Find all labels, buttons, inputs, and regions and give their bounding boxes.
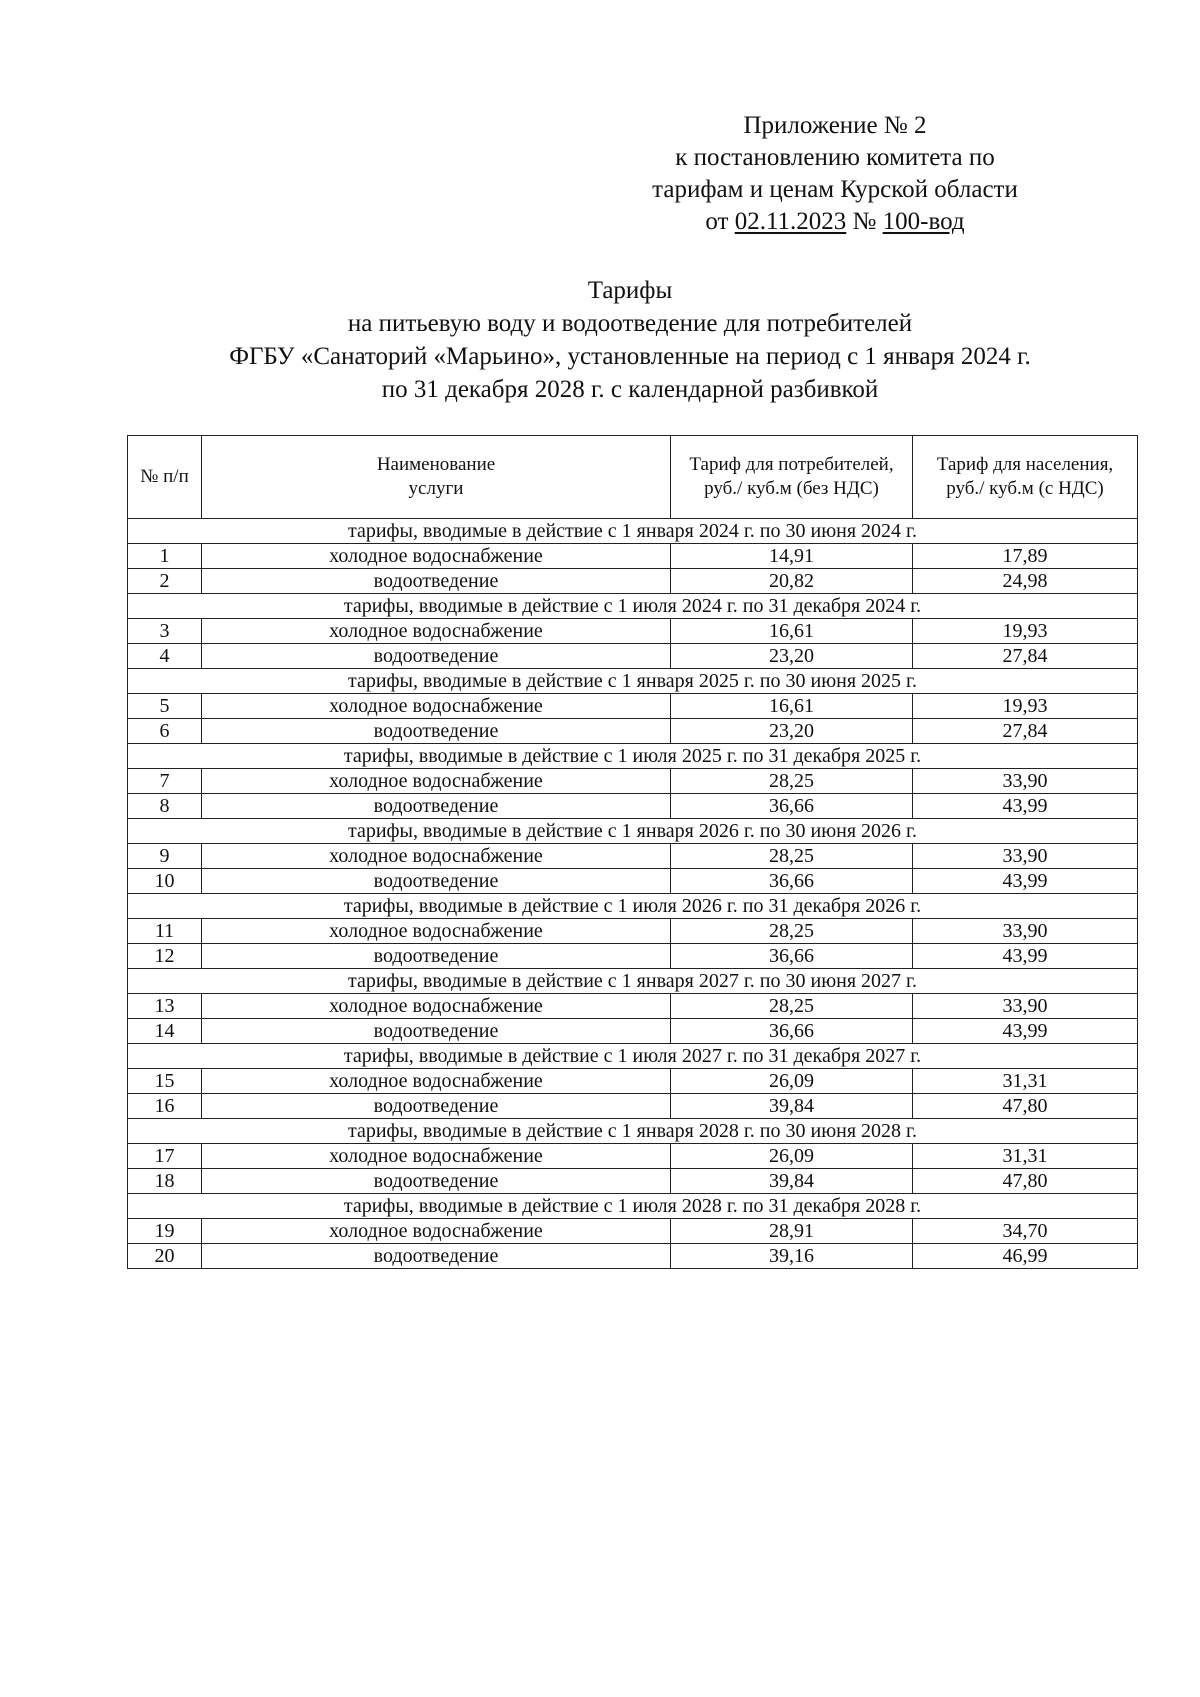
table-row — [128, 719, 1138, 744]
table-row — [128, 919, 1138, 944]
annex-number-sign: № — [852, 208, 877, 235]
row-tariff-population: 47,80 — [913, 1169, 1138, 1194]
annex-number: 100-вод — [882, 208, 965, 235]
table-row — [128, 944, 1138, 969]
row-tariff-consumers: 39,84 — [671, 1169, 913, 1194]
period-row — [128, 594, 1138, 619]
table-row — [128, 994, 1138, 1019]
row-tariff-consumers: 20,82 — [671, 569, 913, 594]
period-row — [128, 1044, 1138, 1069]
annex-date: 02.11.2023 — [734, 208, 847, 235]
period-row — [128, 744, 1138, 769]
tariff-table — [127, 435, 1138, 1269]
annex-header — [560, 110, 1110, 238]
row-tariff-population: 46,99 — [913, 1244, 1138, 1269]
row-num: 5 — [128, 694, 202, 719]
row-tariff-population: 43,99 — [913, 794, 1138, 819]
row-tariff-consumers: 16,61 — [671, 694, 913, 719]
table-row — [128, 569, 1138, 594]
row-num: 8 — [128, 794, 202, 819]
row-service-name: холодное водоснабжение — [202, 844, 671, 869]
table-row — [128, 1219, 1138, 1244]
row-num: 7 — [128, 769, 202, 794]
row-tariff-consumers: 26,09 — [671, 1144, 913, 1169]
annex-line-3: тарифам и ценам Курской области — [652, 176, 1018, 203]
header-tariff-consumers: Тариф для потребителей, руб./ куб.м (без НДС) — [671, 436, 913, 519]
header-tariff-population: Тариф для населения, руб./ куб.м (с НДС) — [913, 436, 1138, 519]
row-service-name: холодное водоснабжение — [202, 1069, 671, 1094]
row-tariff-population: 43,99 — [913, 944, 1138, 969]
row-tariff-population: 24,98 — [913, 569, 1138, 594]
row-tariff-population: 17,89 — [913, 544, 1138, 569]
row-tariff-population: 31,31 — [913, 1144, 1138, 1169]
annex-date-line — [560, 206, 1110, 238]
period-label: тарифы, вводимые в действие с 1 января 2025 г. по 30 июня 2025 г. — [128, 669, 1138, 694]
row-service-name: водоотведение — [202, 1244, 671, 1269]
row-tariff-consumers: 28,25 — [671, 919, 913, 944]
table-row — [128, 1069, 1138, 1094]
title-line-3: ФГБУ «Санаторий «Марьино», установленные на период с 1 января 2024 г. — [229, 343, 1031, 370]
period-label: тарифы, вводимые в действие с 1 июля 2028 г. по 31 декабря 2028 г. — [128, 1194, 1138, 1219]
row-service-name: холодное водоснабжение — [202, 1144, 671, 1169]
table-row — [128, 1019, 1138, 1044]
row-service-name: холодное водоснабжение — [202, 619, 671, 644]
row-num: 12 — [128, 944, 202, 969]
row-service-name: холодное водоснабжение — [202, 544, 671, 569]
row-num: 16 — [128, 1094, 202, 1119]
period-label: тарифы, вводимые в действие с 1 января 2028 г. по 30 июня 2028 г. — [128, 1119, 1138, 1144]
row-num: 20 — [128, 1244, 202, 1269]
row-service-name: водоотведение — [202, 869, 671, 894]
row-num: 2 — [128, 569, 202, 594]
period-label: тарифы, вводимые в действие с 1 июля 2024 г. по 31 декабря 2024 г. — [128, 594, 1138, 619]
row-num: 18 — [128, 1169, 202, 1194]
header-name: Наименование услуги — [202, 436, 671, 519]
row-num: 19 — [128, 1219, 202, 1244]
period-row — [128, 819, 1138, 844]
row-tariff-population: 31,31 — [913, 1069, 1138, 1094]
row-tariff-consumers: 39,16 — [671, 1244, 913, 1269]
row-tariff-population: 43,99 — [913, 1019, 1138, 1044]
table-row — [128, 544, 1138, 569]
table-row — [128, 869, 1138, 894]
row-num: 10 — [128, 869, 202, 894]
table-row — [128, 619, 1138, 644]
row-tariff-consumers: 26,09 — [671, 1069, 913, 1094]
row-service-name: водоотведение — [202, 1019, 671, 1044]
table-row — [128, 794, 1138, 819]
row-tariff-population: 33,90 — [913, 919, 1138, 944]
row-num: 17 — [128, 1144, 202, 1169]
row-tariff-population: 33,90 — [913, 844, 1138, 869]
row-tariff-consumers: 28,25 — [671, 769, 913, 794]
title-line-1: Тарифы — [587, 277, 673, 304]
row-num: 11 — [128, 919, 202, 944]
row-service-name: холодное водоснабжение — [202, 1219, 671, 1244]
row-tariff-population: 27,84 — [913, 719, 1138, 744]
row-tariff-population: 33,90 — [913, 769, 1138, 794]
row-service-name: холодное водоснабжение — [202, 769, 671, 794]
row-num: 4 — [128, 644, 202, 669]
row-tariff-consumers: 16,61 — [671, 619, 913, 644]
row-tariff-consumers: 28,25 — [671, 844, 913, 869]
table-row — [128, 644, 1138, 669]
row-tariff-consumers: 28,25 — [671, 994, 913, 1019]
row-num: 15 — [128, 1069, 202, 1094]
table-row — [128, 769, 1138, 794]
row-tariff-consumers: 36,66 — [671, 1019, 913, 1044]
annex-line-2: к постановлению комитета по — [675, 144, 995, 171]
row-tariff-population: 19,93 — [913, 619, 1138, 644]
period-label: тарифы, вводимые в действие с 1 июля 2025 г. по 31 декабря 2025 г. — [128, 744, 1138, 769]
row-tariff-consumers: 28,91 — [671, 1219, 913, 1244]
row-service-name: холодное водоснабжение — [202, 694, 671, 719]
row-tariff-population: 27,84 — [913, 644, 1138, 669]
row-num: 1 — [128, 544, 202, 569]
period-label: тарифы, вводимые в действие с 1 июля 2026 г. по 31 декабря 2026 г. — [128, 894, 1138, 919]
document-title — [100, 274, 1160, 406]
row-num: 14 — [128, 1019, 202, 1044]
table-row — [128, 694, 1138, 719]
row-service-name: холодное водоснабжение — [202, 919, 671, 944]
period-row — [128, 519, 1138, 544]
annex-line-1: Приложение № 2 — [743, 112, 927, 139]
title-line-2: на питьевую воду и водоотведение для потребителей — [347, 310, 913, 337]
table-row — [128, 1169, 1138, 1194]
row-tariff-consumers: 23,20 — [671, 644, 913, 669]
row-tariff-consumers: 36,66 — [671, 794, 913, 819]
row-service-name: водоотведение — [202, 569, 671, 594]
table-row — [128, 1094, 1138, 1119]
row-tariff-consumers: 39,84 — [671, 1094, 913, 1119]
annex-date-prefix: от — [705, 208, 729, 235]
row-num: 6 — [128, 719, 202, 744]
period-row — [128, 669, 1138, 694]
title-line-4: по 31 декабря 2028 г. с календарной разбивкой — [381, 376, 879, 403]
row-service-name: водоотведение — [202, 1094, 671, 1119]
table-row — [128, 844, 1138, 869]
header-num: № п/п — [128, 436, 202, 519]
row-service-name: водоотведение — [202, 719, 671, 744]
period-label: тарифы, вводимые в действие с 1 января 2027 г. по 30 июня 2027 г. — [128, 969, 1138, 994]
period-row — [128, 1194, 1138, 1219]
row-tariff-consumers: 23,20 — [671, 719, 913, 744]
row-tariff-population: 43,99 — [913, 869, 1138, 894]
period-row — [128, 894, 1138, 919]
period-label: тарифы, вводимые в действие с 1 июля 2027 г. по 31 декабря 2027 г. — [128, 1044, 1138, 1069]
row-num: 3 — [128, 619, 202, 644]
table-header-row — [128, 436, 1138, 519]
row-tariff-consumers: 36,66 — [671, 869, 913, 894]
period-label: тарифы, вводимые в действие с 1 января 2026 г. по 30 июня 2026 г. — [128, 819, 1138, 844]
row-service-name: водоотведение — [202, 644, 671, 669]
row-tariff-population: 34,70 — [913, 1219, 1138, 1244]
period-row — [128, 969, 1138, 994]
row-tariff-population: 33,90 — [913, 994, 1138, 1019]
row-num: 9 — [128, 844, 202, 869]
row-service-name: водоотведение — [202, 1169, 671, 1194]
table-row — [128, 1144, 1138, 1169]
row-tariff-population: 19,93 — [913, 694, 1138, 719]
row-tariff-consumers: 36,66 — [671, 944, 913, 969]
row-num: 13 — [128, 994, 202, 1019]
table-body — [128, 519, 1138, 1269]
row-tariff-population: 47,80 — [913, 1094, 1138, 1119]
period-row — [128, 1119, 1138, 1144]
row-service-name: холодное водоснабжение — [202, 994, 671, 1019]
row-service-name: водоотведение — [202, 944, 671, 969]
row-service-name: водоотведение — [202, 794, 671, 819]
period-label: тарифы, вводимые в действие с 1 января 2024 г. по 30 июня 2024 г. — [128, 519, 1138, 544]
table-row — [128, 1244, 1138, 1269]
row-tariff-consumers: 14,91 — [671, 544, 913, 569]
